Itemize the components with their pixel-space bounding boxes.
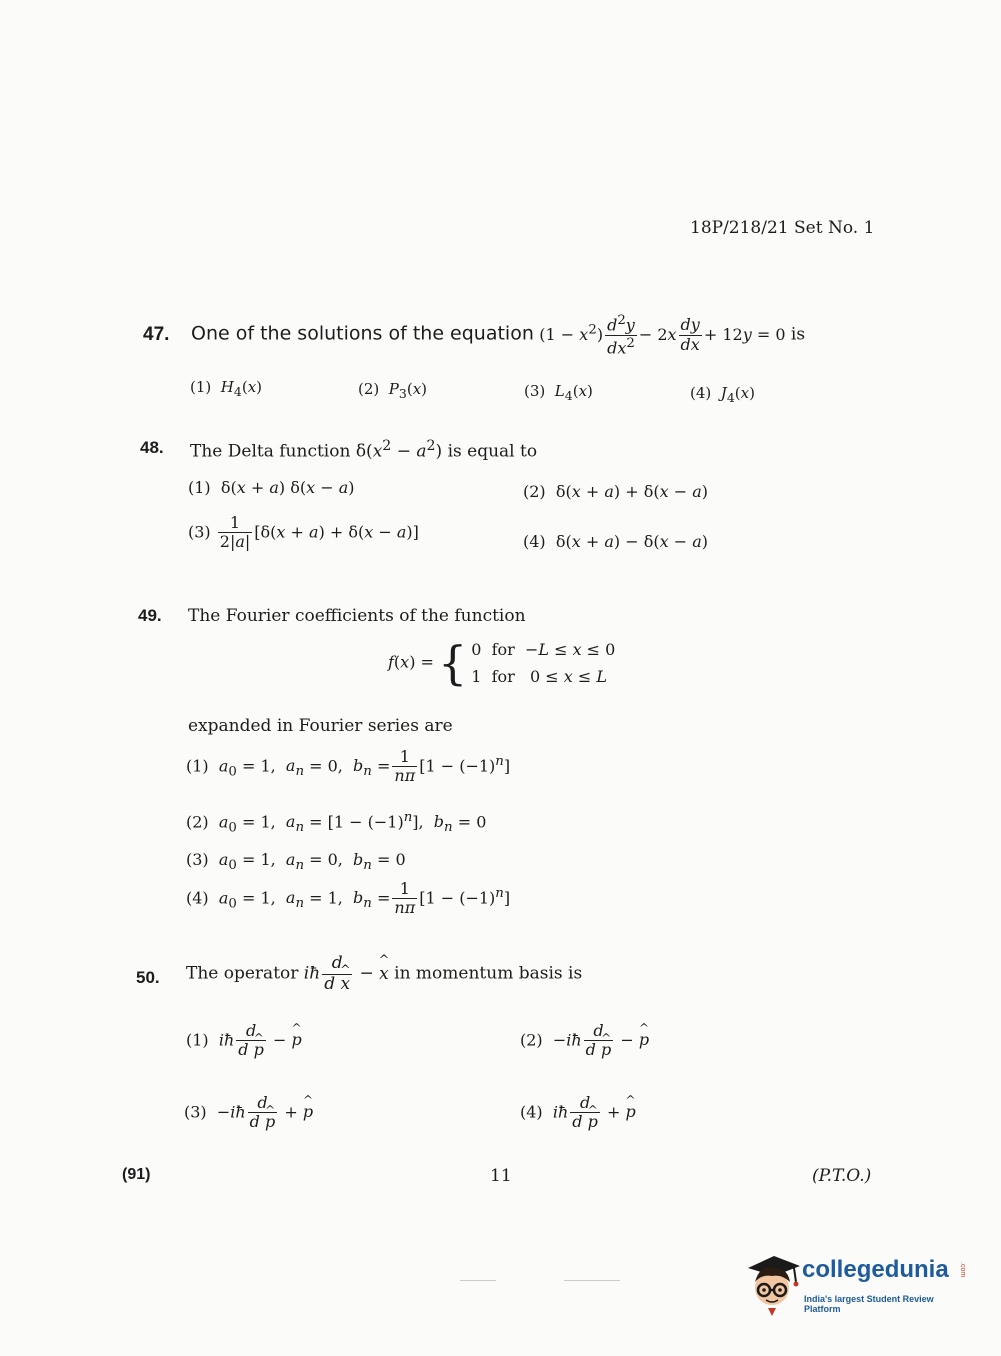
option-50-4: (4) iħ $\frac{d}{d \^{} p}$ + ^ p — [520, 1094, 636, 1132]
question-48-text: The Delta function $\delta(x^2 - a^2)$ is equal to — [190, 438, 538, 462]
equation-47: $(1 - x^2)$ $\frac{d^2y}{dx^2}$ − 2x $\frac{dy}{dx}$ + 12y = 0 — [539, 313, 786, 358]
option-47-4: (4) $J_4(x)$ — [690, 384, 755, 405]
question-47-text: One of the solutions of the equation $(1 - x^2)$ $\frac{d^2y}{dx^2}$ − 2x $\frac{dy}{dx}$ + 12y = 0 is — [191, 313, 806, 358]
option-48-1: (1) δ(x + a) δ(x − a) — [188, 478, 355, 497]
scan-mark — [460, 1280, 496, 1281]
question-50-text: The operator iħ $\frac{d}{d \^{} x}$ − ^ x in momentum basis is — [186, 954, 582, 994]
question-number-50: 50. — [136, 968, 160, 987]
logo-wordmark: collegedunia — [802, 1256, 949, 1283]
option-49-2: (2) $a_0 = 1$, $a_n = [1 - (-1)^n]$, $b_n = 0$ — [186, 810, 487, 836]
piecewise-function: f(x) ={ 0 for −L ≤ x ≤ 0 1 for 0 ≤ x ≤ L — [388, 636, 616, 691]
option-49-1: (1) $a_0 = 1$, $a_n = 0$, $b_n$ = $\frac{1}{n\pi}$ $[1 - (-1)^n]$ — [186, 747, 511, 786]
option-49-4: (4) $a_0 = 1$, $a_n = 1$, $b_n$ = $\frac{1}{n\pi}$ $[1 - (-1)^n]$ — [186, 879, 511, 918]
question-49-expanded: expanded in Fourier series are — [188, 716, 453, 736]
page-number: 11 — [490, 1166, 512, 1186]
logo-com: .com — [959, 1262, 966, 1278]
option-48-4: (4) δ(x + a) − δ(x − a) — [523, 532, 708, 551]
option-47-1: (1) $H_4(x)$ — [190, 378, 263, 399]
logo-tagline: India's largest Student Review Platform — [804, 1294, 934, 1314]
option-48-3: (3) $\frac{1}{2|a|}$ [δ(x + a) + δ(x − a)] — [188, 513, 419, 552]
collegedunia-logo — [742, 1248, 972, 1318]
question-number-49: 49. — [138, 606, 162, 625]
option-50-1: (1) iħ $\frac{d}{d \^{} p}$ − ^ p — [186, 1022, 302, 1060]
question-number-47: 47. — [143, 324, 170, 345]
option-47-2: (2) $P_3(x)$ — [358, 380, 428, 401]
footer-code: (91) — [122, 1166, 151, 1183]
question-number-48: 48. — [140, 438, 164, 457]
pto-label: (P.T.O.) — [812, 1166, 872, 1186]
option-49-3: (3) $a_0 = 1$, $a_n = 0$, $b_n = 0$ — [186, 850, 406, 874]
question-49-text: The Fourier coefficients of the function — [188, 606, 526, 626]
option-50-2: (2) −iħ $\frac{d}{d \^{} p}$ − ^ p — [520, 1022, 649, 1060]
option-48-2: (2) δ(x + a) + δ(x − a) — [523, 482, 708, 501]
set-code: 18P/218/21 Set No. 1 — [690, 218, 875, 238]
mascot-icon — [742, 1248, 802, 1318]
option-50-3: (3) −iħ $\frac{d}{d \^{} p}$ + ^ p — [184, 1094, 313, 1132]
option-47-3: (3) $L_4(x)$ — [524, 382, 593, 403]
scan-mark — [564, 1280, 620, 1281]
